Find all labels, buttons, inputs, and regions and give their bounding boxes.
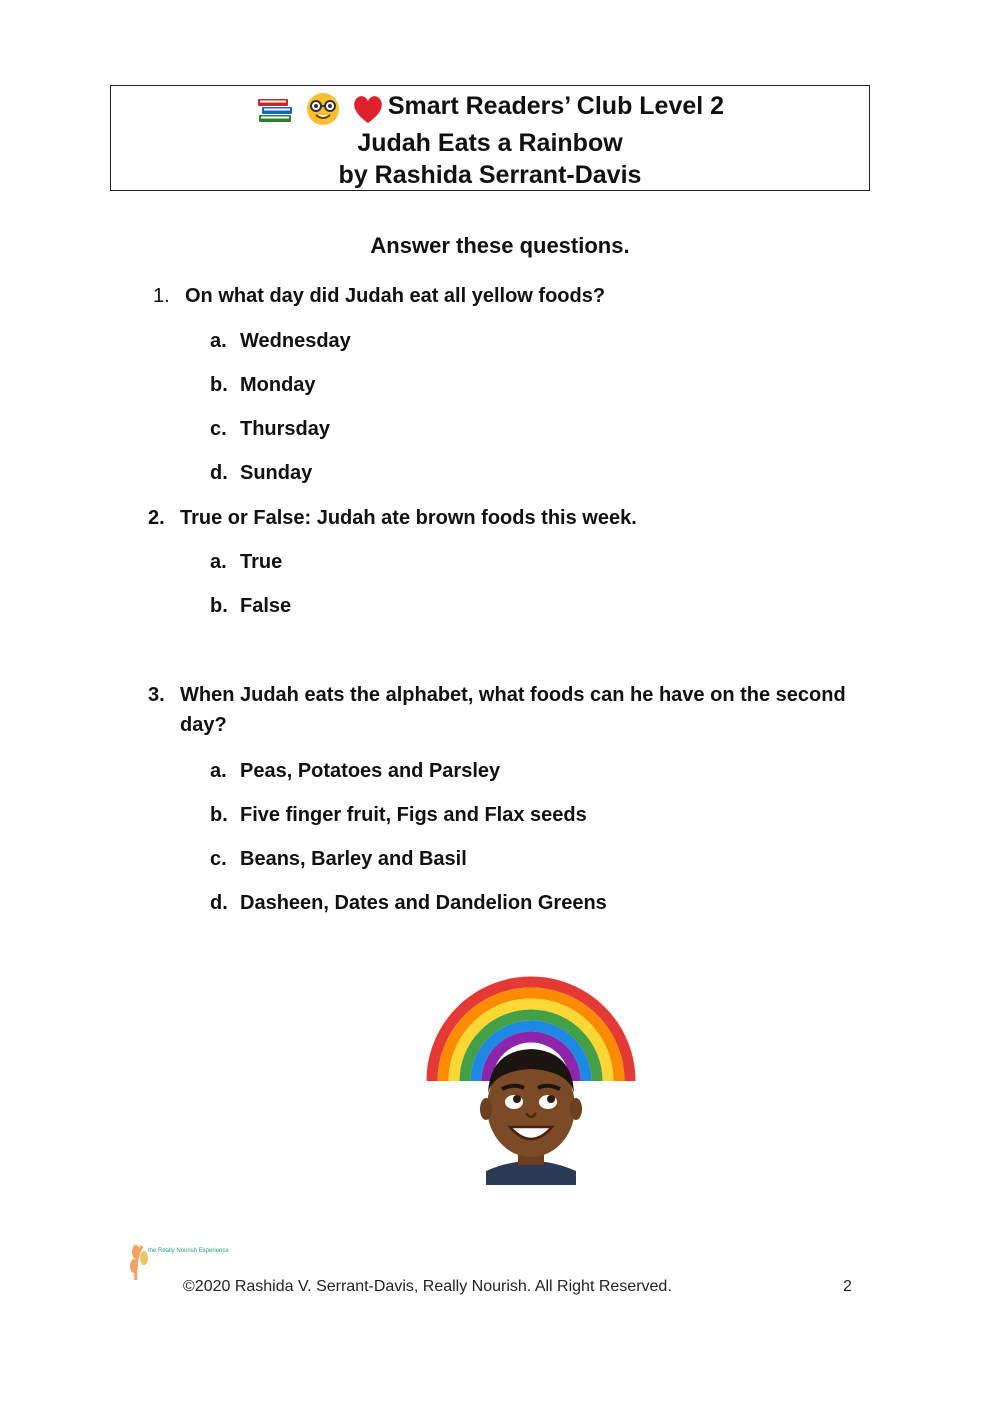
- rainbow-boy-illustration: [428, 975, 634, 1190]
- option-3a[interactable]: a. Peas, Potatoes and Parsley: [210, 760, 501, 782]
- option-3d[interactable]: d. Dasheen, Dates and Dandelion Greens: [210, 892, 607, 914]
- option-2a[interactable]: a. True: [210, 551, 283, 573]
- question-text-line-2: day?: [180, 714, 227, 736]
- question-text: True or False: Judah ate brown foods this week.: [180, 507, 637, 529]
- title-line-1: [111, 90, 869, 127]
- svg-text:the Really Nourish Experience: the Really Nourish Experience: [148, 1248, 229, 1254]
- nerd-face-icon: [303, 91, 343, 127]
- title-text-1: Smart Readers’ Club Level 2: [387, 92, 725, 120]
- author-line: by Rashida Serrant-Davis: [338, 161, 642, 190]
- header-icons: [256, 91, 386, 127]
- option-2b[interactable]: b. False: [210, 595, 292, 617]
- books-icon: [256, 93, 296, 125]
- option-1c[interactable]: c. Thursday: [210, 418, 331, 440]
- option-1b[interactable]: b. Monday: [210, 374, 316, 396]
- page-number: 2: [843, 1278, 852, 1295]
- question-number: 3.: [148, 684, 165, 706]
- question-text-line-1: When Judah eats the alphabet, what foods can he have on the second: [180, 684, 846, 706]
- question-1: [153, 281, 606, 311]
- question-3: [148, 680, 846, 740]
- copyright-text: ©2020 Rashida V. Serrant-Davis, Really Nourish. All Right Reserved.: [183, 1278, 672, 1295]
- option-1d[interactable]: d. Sunday: [210, 462, 313, 484]
- option-1a[interactable]: a. Wednesday: [210, 330, 351, 352]
- option-3c[interactable]: c. Beans, Barley and Basil: [210, 848, 467, 870]
- question-number: 2.: [148, 507, 165, 529]
- question-number: 1.: [153, 285, 170, 307]
- heart-icon: [350, 93, 386, 125]
- really-nourish-logo: [128, 1240, 229, 1291]
- option-3b[interactable]: b. Five finger fruit, Figs and Flax seeds: [210, 804, 587, 826]
- title-box: [110, 85, 870, 191]
- question-2: [148, 503, 637, 533]
- book-title: Judah Eats a Rainbow: [357, 129, 623, 158]
- question-text: On what day did Judah eat all yellow foods?: [185, 285, 606, 307]
- instructions-heading: Answer these questions.: [370, 233, 630, 258]
